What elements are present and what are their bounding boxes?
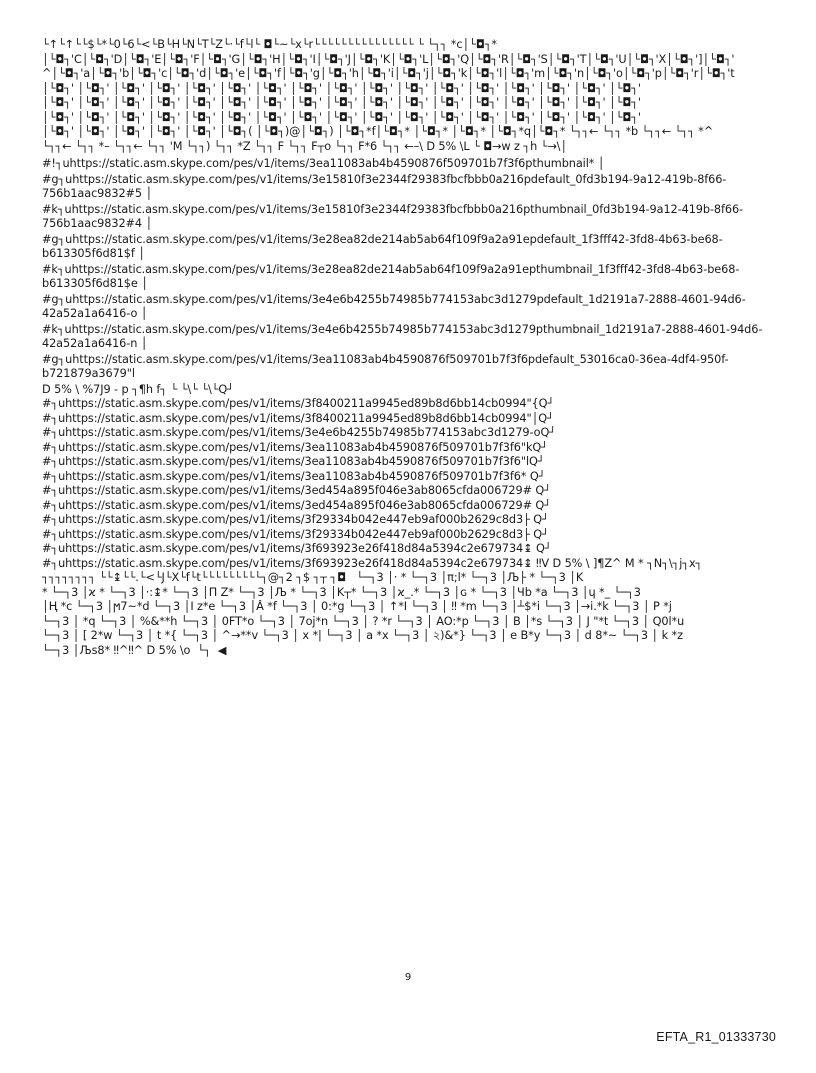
garbled-text-line: └─┐3 │Љs8* ‼^‼^ D 5% \o └┐ ◀ — [42, 643, 227, 657]
garbled-text-line: └┐┐← └┐┐ *– └┐┐← └┐┐ 'M └┐┐) └┐┐ *Z └┐┐ F └┐┐ F┬o └┐┐ F*6 └┐┐ ←–\ D 5% \L └ ◘→w z ┐h └→\│ — [42, 139, 568, 153]
garbled-header-block — [42, 38, 782, 154]
url-entry: #k┐uhttps://static.asm.skype.com/pes/v1/items/3e28ea82de214ab5ab64f109f9a2a91epthumbnail_1f3fff42-3fd8-4b63-be68-b613305f6d81$e │ — [42, 262, 740, 290]
url-entry: #k┐uhttps://static.asm.skype.com/pes/v1/items/3e4e6b4255b74985b774153abc3d1279pthumbnail_1d2191a7-2888-4601-94d6-42a52a1a6416-n │ — [42, 322, 763, 350]
short-url-entry: #┐uhttps://static.asm.skype.com/pes/v1/items/3f8400211a9945ed89b8d6bb14cb0994"│Q┘ — [42, 411, 554, 425]
short-url-entry: #┐uhttps://static.asm.skype.com/pes/v1/items/3f29334b042e447eb9af000b2629c8d3├ Q┘ — [42, 527, 549, 541]
url-entry: #!┐uhttps://static.asm.skype.com/pes/v1/items/3ea11083ab4b4590876f509701b7f3f6pthumbnail* │ — [42, 157, 605, 170]
short-url-entry: #┐uhttps://static.asm.skype.com/pes/v1/items/3ed454a895f046e3ab8065cfda006729# Q┘ — [42, 498, 551, 512]
url-entry: #g┐uhttps://static.asm.skype.com/pes/v1/items/3e28ea82de214ab5ab64f109f9a2a91epdefault_1f3fff42-3fd8-4b63-be68-b613305f6d81$f │ — [42, 232, 723, 260]
garbled-text-line: │Ң *c └─┐3 │ϻ7~*d └─┐3 │I z*e └─┐3 │Ă *f └─┐3 │ 0:*g └─┐3 │ ↑*I └─┐3 │ ‼ *m └─┐3 │┴$*i └─┐3 │→i.*k └─┐3 │ P *j — [42, 600, 672, 613]
page-number: 9 — [404, 972, 412, 983]
short-url-entry: #┐uhttps://static.asm.skype.com/pes/v1/items/3ea11083ab4b4590876f509701b7f3f6* Q┘ — [42, 469, 546, 483]
url-entry: #g┐uhttps://static.asm.skype.com/pes/v1/items/3e4e6b4255b74985b774153abc3d1279pdefault_1d2191a7-2888-4601-94d6-42a52a1a6416-o │ — [42, 292, 746, 320]
garbled-text-line: └─┐3 │ [ 2*w └─┐3 │ t *{ └─┐3 │ ^→**v └─┐3 │ x *| └─┐3 │ a *x └─┐3 │ ২)&*} └─┐3 │ e B*y └─┐3 │ d 8*~ └─┐3 │ k *z — [42, 629, 683, 642]
short-url-entry: #┐uhttps://static.asm.skype.com/pes/v1/items/3ed454a895f046e3ab8065cfda006729# Q┘ — [42, 484, 551, 497]
short-url-entry: #┐uhttps://static.asm.skype.com/pes/v1/items/3f693923e26f418d84a5394c2e679734↨ Q┘ — [42, 542, 552, 555]
garbled-text-line: │└◘┐' │└◘┐' │└◘┐' │└◘┐' │└◘┐' │└◘┐' │└◘┐' │└◘┐' │└◘┐' │└◘┐' │└◘┐' │└◘┐' │└◘┐' │└◘┐' │└◘┐' │└◘┐' │└◘┐' — [42, 110, 641, 124]
url-entries-block — [42, 157, 782, 382]
short-url-entry: #┐uhttps://static.asm.skype.com/pes/v1/items/3f8400211a9945ed89b8d6bb14cb0994"{Q┘ — [42, 397, 555, 410]
garbled-footer-block — [42, 571, 782, 658]
document-id-footer: EFTA_R1_01333730 — [656, 1030, 776, 1044]
short-url-entry: #┐uhttps://static.asm.skype.com/pes/v1/items/3f693923e26f418d84a5394c2e679734↨ ‼V D 5% \ ]¶Z^ M * ┐N┐\┐j┐x┐ — [42, 556, 703, 570]
short-url-entry: #┐uhttps://static.asm.skype.com/pes/v1/items/3e4e6b4255b74985b774153abc3d1279-oQ┘ — [42, 426, 556, 439]
garbled-text-line: └─┐3 │ *q └─┐3 │ %&**h └─┐3 │ 0FT*o └─┐3 │ 7oj*n └─┐3 │ ? *r └─┐3 │ AO:*p └─┐3 │ B │*s └─┐3 │ J "*t └─┐3 │ Q0l*u — [42, 614, 685, 628]
garbled-text-line: │└◘┐' │└◘┐' │└◘┐' │└◘┐' │└◘┐' │└◘┐' │└◘┐' │└◘┐' │└◘┐' │└◘┐' │└◘┐' │└◘┐' │└◘┐' │└◘┐' │└◘┐' │└◘┐' │└◘┐' — [42, 96, 641, 109]
garbled-text-line: * └─┐3 │ϰ * └─┐3 │·:↨* └─┐3 │Π Z* └─┐3 │Љ * └─┐3 │K┬* └─┐3 │ϰ_.* └─┐3 │ɢ * └─┐3 │Ɥb *a └─┐3 │ɥ *_ └─┐3 — [42, 585, 641, 599]
url-entry: #g┐uhttps://static.asm.skype.com/pes/v1/items/3e15810f3e2344f29383fbcfbbb0a216pdefault_0fd3b194-9a12-419b-8f66-756b1aac9832#5 │ — [42, 172, 727, 200]
short-url-entry: #┐uhttps://static.asm.skype.com/pes/v1/items/3f29334b042e447eb9af000b2629c8d3├ Q┘ — [42, 513, 549, 526]
short-url-entry: #┐uhttps://static.asm.skype.com/pes/v1/items/3ea11083ab4b4590876f509701b7f3f6"kQ┘ — [42, 440, 548, 454]
garbled-text-line: ^│└◘┐'a│└◘┐'b│└◘┐'c│└◘┐'d│└◘┐'e│└◘┐'f│└◘┐'g│└◘┐'h│└◘┐'i│└◘┐'j│└◘┐'k│└◘┐'l│└◘┐'m│└◘┐'n│└◘┐'o│└◘┐'p│└◘┐'r│└◘┐'t — [42, 67, 735, 80]
garbled-text-line: │└◘┐'C│└◘┐'D│└◘┐'E│└◘┐'F│└◘┐'G│└◘┐'H│└◘┐'I│└◘┐'J│└◘┐'K│└◘┐'L│└◘┐'Q│└◘┐'R│└◘┐'S│└◘┐'T│└◘┐'U│└◘┐'X│└◘┐']│└◘┐' — [42, 52, 735, 66]
short-url-entry: #┐uhttps://static.asm.skype.com/pes/v1/items/3ea11083ab4b4590876f509701b7f3f6"lQ┘ — [42, 455, 545, 468]
garbled-text-line: │└◘┐' │└◘┐' │└◘┐' │└◘┐' │└◘┐' │└◘┐' │└◘┐' │└◘┐' │└◘┐' │└◘┐' │└◘┐' │└◘┐' │└◘┐' │└◘┐' │└◘┐' │└◘┐' │└◘┐' — [42, 81, 641, 95]
garbled-text-line: └↑└↑└└$└*└0└6└<└B└H└N└T└Z└·└f└l└ ◘└~└x└r└└└└└└└└└└└└└└└ └ └┐┐ *c│└◘┐* — [42, 38, 497, 51]
page-content — [42, 38, 782, 658]
short-url-entries-block — [42, 397, 782, 571]
url-entry: #k┐uhttps://static.asm.skype.com/pes/v1/items/3e15810f3e2344f29383fbcfbbb0a216pthumbnail_0fd3b194-9a12-419b-8f66-756b1aac9832#4 │ — [42, 202, 744, 230]
garbled-text-line: ┐┐┐┐┐┐┐┐ └└↨└└.└<└J└X└f└t└└└└└└└└└┐@┐2 ┐$ ┐┬ ┐◘ └─┐3 │· * └─┐3 │π;l* └─┐3 │Љ├ * └─┐3 │K — [42, 571, 584, 584]
garbled-text-line: │└◘┐' │└◘┐' │└◘┐' │└◘┐' │└◘┐' │└◘┐( │└◘┐)@│└◘┐) │└◘┐*f│└◘┐* │└◘┐* │└◘┐* │└◘┐*q│└◘┐* └┐┐← └┐┐ *b └┐┐← └┐┐ *^ — [42, 125, 714, 138]
url-entry: #g┐uhttps://static.asm.skype.com/pes/v1/items/3ea11083ab4b4590876f509701b7f3f6pdefault_53016ca0-36ea-4df4-950f-b721879a3679"l — [42, 352, 729, 380]
separator-line: D 5% \ %7J9 - p ┐¶h f┐ └ └\└ └\└Q┘ — [42, 382, 234, 396]
